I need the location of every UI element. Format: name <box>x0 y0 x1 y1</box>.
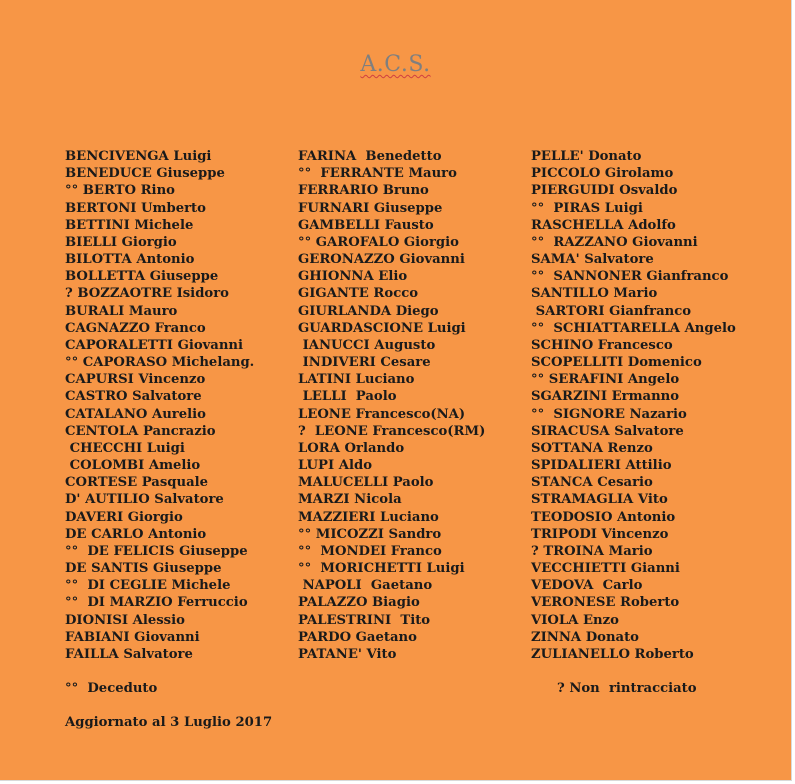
name-entry: BILOTTA Antonio <box>65 252 195 268</box>
name-entry: INDIVERI Cesare <box>298 355 431 371</box>
name-entry: MALUCELLI Paolo <box>298 475 434 491</box>
name-entry: VEDOVA Carlo <box>531 578 643 594</box>
name-entry: DIONISI Alessio <box>65 612 185 628</box>
name-entry: CENTOLA Pancrazio <box>65 423 216 439</box>
name-entry: CORTESE Pasquale <box>65 475 209 491</box>
name-entry: CHECCHI Luigi <box>65 440 185 456</box>
name-entry: IANUCCI Augusto <box>298 337 436 353</box>
name-entry: °° DI MARZIO Ferruccio <box>65 595 248 611</box>
name-entry: SOTTANA Renzo <box>531 440 653 456</box>
name-entry: SGARZINI Ermanno <box>531 389 680 405</box>
name-entry: MAZZIERI Luciano <box>298 509 439 525</box>
name-entry: °° SERAFINI Angelo <box>531 372 680 388</box>
name-entry: BERTONI Umberto <box>65 200 206 216</box>
name-entry: FAILLA Salvatore <box>65 646 193 662</box>
document-title-text: A.C.S. <box>360 52 431 77</box>
name-entry: LELLI Paolo <box>298 389 397 405</box>
name-entry: TRIPODI Vincenzo <box>531 526 669 542</box>
name-entry: FURNARI Giuseppe <box>298 200 443 216</box>
name-entry: CAGNAZZO Franco <box>65 320 206 336</box>
names-column-2 <box>298 148 485 663</box>
name-entry: STRAMAGLIA Vito <box>531 492 668 508</box>
name-entry: ? LEONE Francesco(RM) <box>298 423 486 439</box>
name-entry: ? TROINA Mario <box>531 543 653 559</box>
name-entry: LUPI Aldo <box>298 458 372 474</box>
name-entry: °° DI CEGLIE Michele <box>65 578 231 594</box>
name-entry: COLOMBI Amelio <box>65 458 201 474</box>
name-entry: BIELLI Giorgio <box>65 234 177 250</box>
name-entry: RASCHELLA Adolfo <box>531 217 676 233</box>
name-entry: BETTINI Michele <box>65 217 194 233</box>
name-entry: SIRACUSA Salvatore <box>531 423 684 439</box>
name-entry: SCHINO Francesco <box>531 337 673 353</box>
name-entry: °° FERRANTE Mauro <box>298 166 457 182</box>
name-entry: GHIONNA Elio <box>298 269 408 285</box>
names-column-3 <box>531 148 736 663</box>
name-entry: STANCA Cesario <box>531 475 653 491</box>
name-entry: °° BERTO Rino <box>65 183 175 199</box>
name-entry: SAMA' Salvatore <box>531 252 654 268</box>
name-entry: GIURLANDA Diego <box>298 303 439 319</box>
name-entry: SPIDALIERI Attilio <box>531 458 672 474</box>
name-entry: VIOLA Enzo <box>531 612 619 628</box>
name-entry: °° CAPORASO Michelang. <box>65 355 255 371</box>
name-entry: VERONESE Roberto <box>531 595 680 611</box>
name-entry: GIGANTE Rocco <box>298 286 419 302</box>
name-entry: PIERGUIDI Osvaldo <box>531 183 678 199</box>
name-entry: D' AUTILIO Salvatore <box>65 492 224 508</box>
name-entry: DE SANTIS Giuseppe <box>65 561 222 577</box>
name-entry: °° MORICHETTI Luigi <box>298 561 465 577</box>
last-updated-note: Aggiornato al 3 Luglio 2017 <box>65 715 273 730</box>
name-entry: PALESTRINI Tito <box>298 612 431 628</box>
name-entry: PARDO Gaetano <box>298 629 417 645</box>
name-entry: DE CARLO Antonio <box>65 526 207 542</box>
document-title <box>0 52 791 77</box>
name-entry: GUARDASCIONE Luigi <box>298 320 466 336</box>
name-entry: LEONE Francesco(NA) <box>298 406 466 422</box>
name-entry: TEODOSIO Antonio <box>531 509 676 525</box>
legend-not-traced: ? Non rintracciato <box>557 681 697 696</box>
name-entry: °° MICOZZI Sandro <box>298 526 442 542</box>
name-entry: PELLE' Donato <box>531 149 642 164</box>
name-entry: VECCHIETTI Gianni <box>531 561 680 577</box>
name-entry: PICCOLO Girolamo <box>531 166 674 182</box>
name-entry: SANTILLO Mario <box>531 286 658 302</box>
name-entry: BOLLETTA Giuseppe <box>65 269 219 285</box>
name-entry: MARZI Nicola <box>298 492 402 508</box>
name-entry: BURALI Mauro <box>65 303 178 319</box>
legend-deceased: °° Deceduto <box>65 681 158 696</box>
name-entry: CAPURSI Vincenzo <box>65 372 206 388</box>
name-entry: DAVERI Giorgio <box>65 509 183 525</box>
name-entry: °° SCHIATTARELLA Angelo <box>531 320 736 336</box>
page-edge-right <box>791 0 792 780</box>
name-entry: ? BOZZAOTRE Isidoro <box>65 286 229 302</box>
name-entry: ZULIANELLO Roberto <box>531 646 694 662</box>
name-entry: LORA Orlando <box>298 440 405 456</box>
name-entry: °° RAZZANO Giovanni <box>531 234 698 250</box>
name-entry: GAMBELLI Fausto <box>298 217 434 233</box>
name-entry: ZINNA Donato <box>531 629 639 645</box>
name-entry: LATINI Luciano <box>298 372 415 388</box>
name-entry: °° DE FELICIS Giuseppe <box>65 543 248 559</box>
name-entry: °° PIRAS Luigi <box>531 200 643 216</box>
name-entry: °° SANNONER Gianfranco <box>531 269 729 285</box>
name-entry: FARINA Benedetto <box>298 149 442 164</box>
name-entry: °° GAROFALO Giorgio <box>298 234 459 250</box>
name-entry: CASTRO Salvatore <box>65 389 202 405</box>
name-entry: NAPOLI Gaetano <box>298 578 433 594</box>
name-entry: BENEDUCE Giuseppe <box>65 166 225 182</box>
name-entry: BENCIVENGA Luigi <box>65 149 212 164</box>
name-entry: °° SIGNORE Nazario <box>531 406 687 422</box>
name-entry: PALAZZO Biagio <box>298 595 420 611</box>
name-entry: SCOPELLITI Domenico <box>531 355 702 371</box>
name-entry: SARTORI Gianfranco <box>531 303 692 319</box>
name-entry: CAPORALETTI Giovanni <box>65 337 244 353</box>
names-column-1 <box>65 148 254 663</box>
name-entry: °° MONDEI Franco <box>298 543 442 559</box>
name-entry: PATANE' Vito <box>298 646 397 662</box>
page-edge-bottom <box>0 780 792 781</box>
name-entry: GERONAZZO Giovanni <box>298 252 465 268</box>
name-entry: FABIANI Giovanni <box>65 629 200 645</box>
name-entry: FERRARIO Bruno <box>298 183 429 199</box>
name-entry: CATALANO Aurelio <box>65 406 206 422</box>
